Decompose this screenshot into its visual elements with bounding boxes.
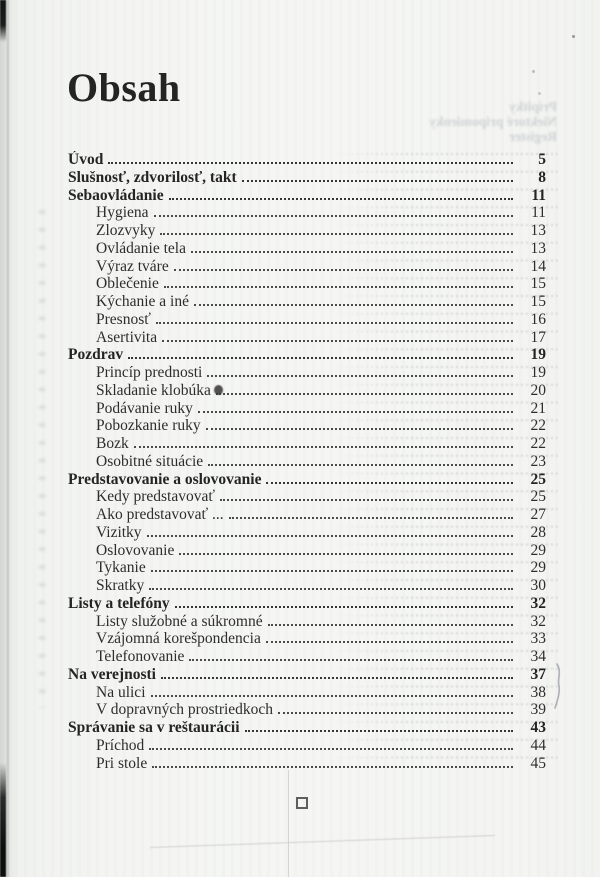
- dot-leader-icon: [198, 411, 513, 413]
- toc-entry: [68, 204, 546, 222]
- toc-entry-title: Výraz tváre: [96, 257, 169, 275]
- toc-entry: [68, 719, 546, 737]
- toc-entry-title: Telefonovanie: [96, 648, 185, 665]
- toc-entry: [68, 151, 546, 169]
- dot-leader-icon: [128, 357, 513, 359]
- toc-entry-page: 45: [530, 754, 546, 772]
- toc-entry: [68, 737, 546, 755]
- toc-entry-title: Oblečenie: [96, 275, 159, 293]
- toc-entry-title: Presnosť: [96, 310, 151, 328]
- toc-entry-title: Predstavovanie a oslovovanie: [68, 470, 262, 488]
- toc-entry-page: 29: [530, 541, 546, 559]
- toc-entry-title: Princíp prednosti: [96, 364, 203, 381]
- toc-entry-title: Správanie sa v reštaurácii: [68, 719, 240, 736]
- toc-entry: [68, 630, 546, 648]
- toc-entry-title: Kedy predstavovať: [96, 488, 215, 506]
- scan-gutter-shadow: [0, 0, 18, 877]
- toc-entry-page: 25: [530, 488, 546, 506]
- toc-entry-page: 13: [530, 239, 546, 257]
- dot-leader-icon: [242, 180, 513, 182]
- toc-entry: [68, 240, 546, 258]
- dot-leader-icon: [164, 286, 513, 288]
- toc-entry: [68, 258, 546, 276]
- toc-entry-page: 30: [530, 577, 546, 594]
- toc-entry-title: Skladanie klobúka: [96, 381, 211, 399]
- toc-entry: [68, 471, 546, 489]
- toc-entry-title: Asertivita: [96, 328, 158, 346]
- toc-entry-page: 27: [530, 506, 546, 523]
- toc-entry-title: Tykanie: [96, 559, 146, 577]
- toc-entry-title: Príchod: [96, 736, 145, 754]
- toc-entry-title: Na ulici: [96, 683, 146, 701]
- dot-leader-icon: [149, 748, 513, 750]
- toc-entry: [68, 595, 546, 613]
- toc-entry-page: 23: [530, 452, 546, 470]
- toc-entry: [68, 435, 546, 453]
- toc-entry-title: Listy a telefóny: [68, 594, 170, 612]
- dot-leader-icon: [151, 695, 514, 697]
- toc-entry-page: 5: [538, 151, 546, 168]
- toc-entry-page: 34: [530, 648, 546, 665]
- scan-edge-artifact-bottom: [0, 763, 6, 877]
- toc-entry-page: 13: [530, 222, 546, 239]
- dot-leader-icon: [179, 553, 513, 555]
- toc-entry-page: 44: [530, 736, 546, 754]
- toc-entry-title: Vzájomná korešpondencia: [96, 630, 261, 648]
- bleedthrough-margin-numbers: [31, 203, 53, 708]
- toc-entry-page: 43: [530, 719, 546, 736]
- toc-entry: [68, 577, 546, 595]
- scan-dust-specks: [572, 35, 575, 38]
- toc-entry-page: 15: [530, 275, 546, 293]
- toc-entry-page: 16: [530, 310, 546, 328]
- bleedthrough-line: Prípitky: [508, 99, 557, 114]
- toc-entry-title: Oslovovanie: [96, 541, 175, 559]
- dot-leader-icon: [191, 251, 513, 253]
- dot-leader-icon: [152, 766, 513, 768]
- toc-entry-page: 15: [530, 293, 546, 310]
- toc-entry: [68, 755, 546, 773]
- toc-entry-title: Sebaovládanie: [68, 186, 164, 204]
- toc-entry-page: 14: [530, 257, 546, 275]
- toc-entry-page: 32: [530, 594, 546, 612]
- toc-entry-title: Na verejnosti: [68, 665, 156, 683]
- dot-leader-icon: [220, 499, 513, 501]
- dot-leader-icon: [208, 464, 513, 466]
- toc-entry: [68, 648, 546, 666]
- toc-entry-page: 28: [530, 523, 546, 541]
- dot-leader-icon: [169, 198, 513, 200]
- dot-leader-icon: [266, 482, 513, 484]
- dot-leader-icon: [156, 322, 513, 324]
- toc-entry-page: 22: [530, 417, 546, 435]
- bleedthrough-line: Register: [509, 129, 557, 144]
- toc-entry: [68, 506, 546, 524]
- toc-entry: [68, 684, 546, 702]
- dot-leader-icon: [108, 162, 513, 164]
- scan-edge-artifact-top: [0, 0, 6, 42]
- dot-leader-icon: [154, 215, 513, 217]
- toc-entry-title: Pobozkanie ruky: [96, 417, 201, 435]
- toc-entry: [68, 701, 546, 719]
- toc-entry-page: 29: [530, 559, 546, 577]
- dot-leader-icon: [149, 588, 513, 590]
- dot-leader-icon: [266, 641, 513, 643]
- toc-entry-page: 11: [531, 204, 546, 222]
- dot-leader-icon: [134, 446, 513, 448]
- toc-entry-page: 21: [530, 399, 546, 417]
- page-fold-line: [288, 770, 289, 877]
- toc-entry-page: 22: [530, 435, 546, 452]
- dot-leader-icon: [229, 517, 513, 519]
- toc-entry-page: 33: [530, 630, 546, 648]
- dot-leader-icon: [162, 340, 513, 342]
- dot-leader-icon: [216, 393, 513, 395]
- toc-entry: [68, 453, 546, 471]
- toc-entry: [68, 346, 546, 364]
- toc-entry-page: 19: [530, 346, 546, 364]
- dot-leader-icon: [161, 677, 513, 679]
- toc-entry-title: Kýchanie a iné: [96, 293, 189, 310]
- toc-entry: [68, 559, 546, 577]
- dot-leader-icon: [175, 606, 513, 608]
- toc-entry: [68, 329, 546, 347]
- toc-entry-title: Slušnosť, zdvorilosť, takt: [68, 168, 237, 186]
- toc-entry-page: 32: [530, 612, 546, 630]
- toc-entry-title: Úvod: [68, 151, 104, 168]
- toc-entry-title: Osobitné situácie: [96, 452, 204, 470]
- toc-entry-title: Vizitky: [96, 523, 142, 541]
- dot-leader-icon: [147, 535, 513, 537]
- toc-entry-page: 11: [531, 186, 546, 204]
- toc-entry: [68, 293, 546, 311]
- toc-entry-page: 37: [530, 665, 546, 683]
- toc-entry-title: Skratky: [96, 577, 145, 594]
- toc-entry: [68, 187, 546, 205]
- toc-entry: [68, 169, 546, 187]
- toc-entry: [68, 382, 546, 400]
- toc-entry: [68, 488, 546, 506]
- page-title: Obsah: [67, 65, 181, 110]
- pen-scratch-mark: [548, 662, 568, 712]
- footer-square-marker: [296, 797, 308, 809]
- toc-entry: [68, 524, 546, 542]
- toc-entry: [68, 417, 546, 435]
- bleedthrough-line: Niektoré pripomienky: [429, 114, 557, 129]
- toc-entry-title: Pri stole: [96, 754, 148, 772]
- toc-entry-title: Podávanie ruky: [96, 399, 193, 417]
- toc-entry: [68, 222, 546, 240]
- toc-entry: [68, 275, 546, 293]
- toc-entry-page: 19: [530, 364, 546, 381]
- toc-entry-page: 8: [538, 168, 546, 186]
- toc-entry-title: Ovládanie tela: [96, 239, 186, 257]
- toc-entry: [68, 542, 546, 560]
- toc-entry: [68, 666, 546, 684]
- toc-entry-title: Zlozvyky: [96, 222, 156, 239]
- toc-entry-page: 38: [530, 683, 546, 701]
- toc-entry-title: V dopravných prostriedkoch: [96, 701, 274, 719]
- scan-scratch-line: [150, 835, 495, 848]
- toc-entry-page: 25: [530, 470, 546, 488]
- toc-entry-title: Hygiena: [96, 204, 149, 222]
- scan-gutter-line: [7, 0, 9, 877]
- dot-leader-icon: [268, 624, 513, 626]
- dot-leader-icon: [245, 730, 514, 732]
- ink-spot: [214, 385, 223, 395]
- dot-leader-icon: [206, 428, 513, 430]
- toc-entry-page: 17: [530, 328, 546, 346]
- dot-leader-icon: [160, 233, 513, 235]
- dot-leader-icon: [174, 269, 513, 271]
- toc-entry-title: Listy služobné a súkromné: [96, 612, 263, 630]
- toc-entry-page: 20: [530, 381, 546, 399]
- dot-leader-icon: [207, 375, 513, 377]
- toc-entry: [68, 311, 546, 329]
- toc-entry-title: Pozdrav: [68, 346, 124, 364]
- toc-entry: [68, 364, 546, 382]
- dot-leader-icon: [189, 659, 513, 661]
- toc-entry-page: 39: [530, 701, 546, 719]
- toc-entry: [68, 400, 546, 418]
- dot-leader-icon: [194, 304, 513, 306]
- dot-leader-icon: [278, 712, 513, 714]
- dot-leader-icon: [151, 570, 513, 572]
- toc-entry-title: Bozk: [96, 435, 129, 452]
- table-of-contents: [68, 151, 546, 772]
- toc-entry-title: Ako predstavovať ...: [96, 506, 224, 523]
- bleedthrough-text-block: [345, 99, 557, 144]
- toc-entry: [68, 613, 546, 631]
